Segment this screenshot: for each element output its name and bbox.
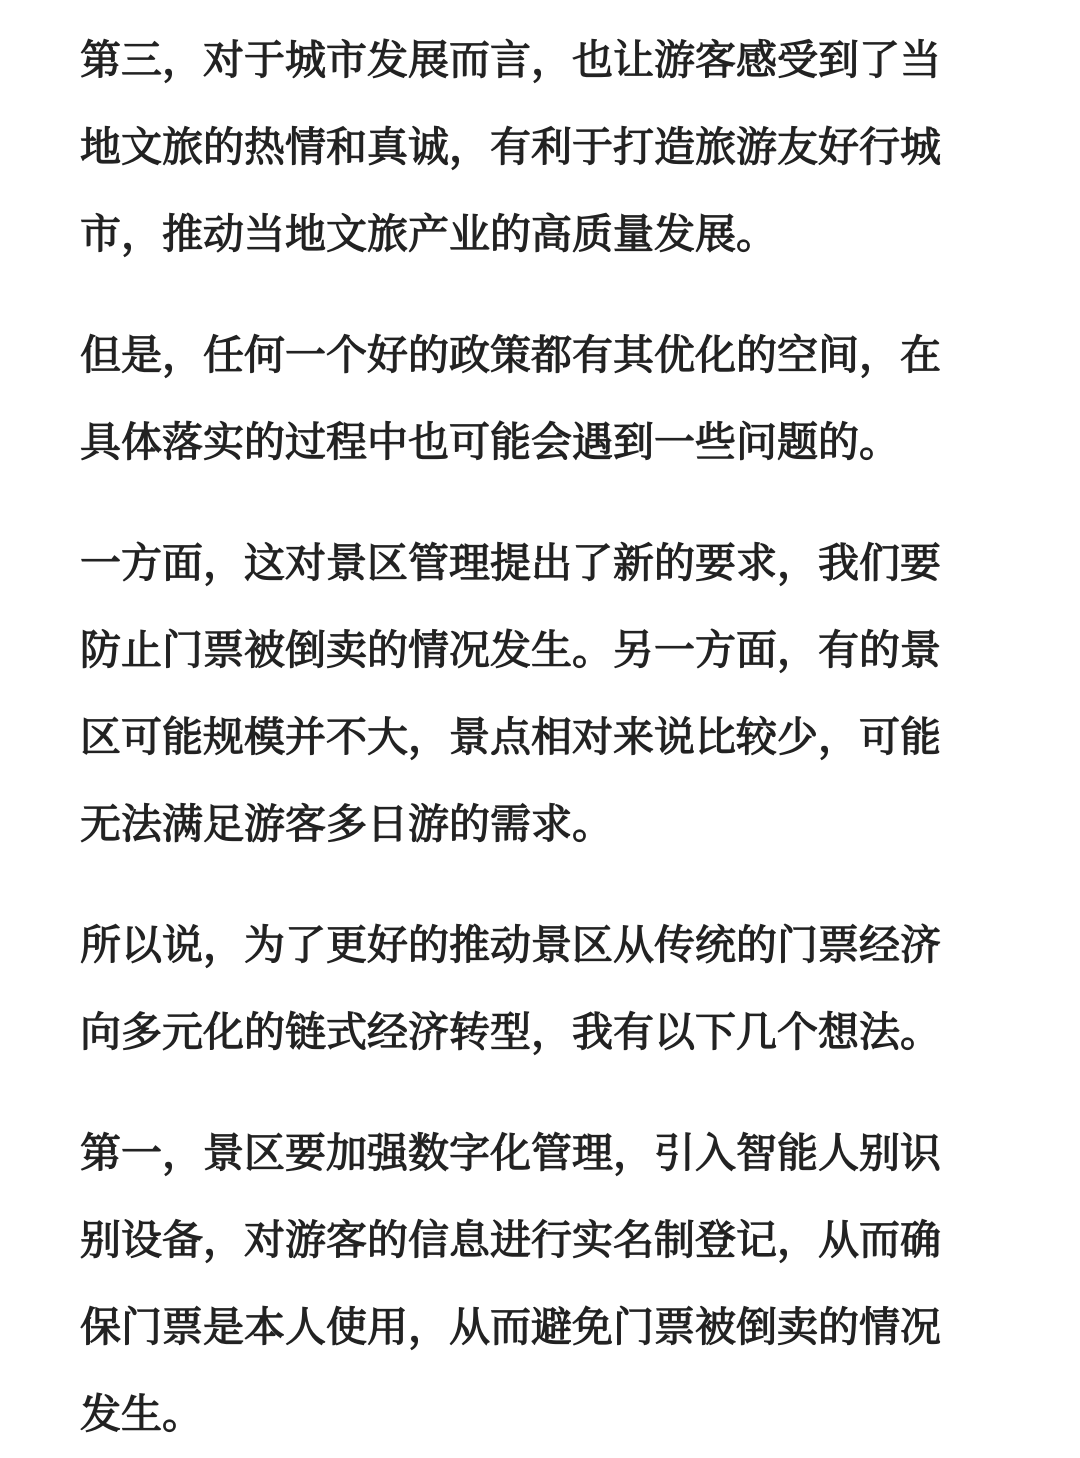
article-body — [80, 17, 1000, 1458]
text-line: 别设备，对游客的信息进行实名制登记，从而确 — [80, 1216, 941, 1264]
text-line: 无法满足游客多日游的需求。 — [80, 800, 613, 848]
text-line: 防止门票被倒卖的情况发生。另一方面，有的景 — [80, 626, 941, 674]
paragraph-management-requirements — [80, 520, 1000, 868]
text-line: 保门票是本人使用，从而避免门票被倒卖的情况 — [80, 1303, 941, 1351]
text-line: 市，推动当地文旅产业的高质量发展。 — [80, 210, 777, 258]
paragraph-transformation-ideas — [80, 902, 1000, 1076]
text-line: 发生。 — [80, 1390, 203, 1438]
paragraph-city-development — [80, 17, 1000, 278]
text-line: 第三，对于城市发展而言，也让游客感受到了当 — [80, 36, 941, 84]
text-line: 第一，景区要加强数字化管理，引入智能人别识 — [80, 1129, 941, 1177]
text-line: 但是，任何一个好的政策都有其优化的空间，在 — [80, 331, 941, 379]
text-line: 具体落实的过程中也可能会遇到一些问题的。 — [80, 418, 900, 466]
text-line: 地文旅的热情和真诚，有利于打造旅游友好行城 — [80, 123, 941, 171]
text-line: 一方面，这对景区管理提出了新的要求，我们要 — [80, 539, 941, 587]
text-line: 所以说，为了更好的推动景区从传统的门票经济 — [80, 921, 941, 969]
paragraph-policy-issues — [80, 312, 1000, 486]
paragraph-digital-management — [80, 1110, 1000, 1458]
text-line: 向多元化的链式经济转型，我有以下几个想法。 — [80, 1008, 941, 1056]
text-line: 区可能规模并不大，景点相对来说比较少，可能 — [80, 713, 941, 761]
